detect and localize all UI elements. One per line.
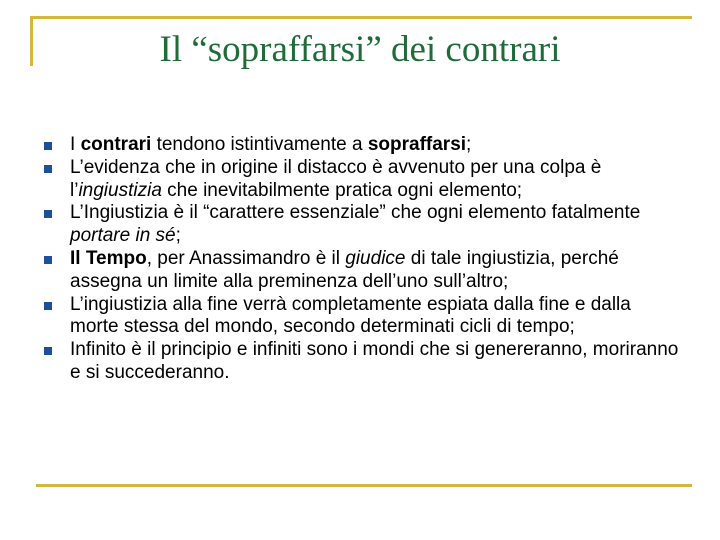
slide-title: Il “sopraffarsi” dei contrari (159, 29, 561, 70)
bullet-5-text-1: L’ingiustizia alla fine verrà completamente espiata dalla fine e dalla morte stessa del mondo, secondo determinati cicli di tempo; (70, 293, 631, 338)
bullet-1-text-5: ; (466, 134, 472, 155)
bullet-3-text-2: portare in sé (70, 225, 176, 247)
bullet-4-text-4: di tale ingiustizia, perché assegna un limite alla preminenza dell’uno sull’altro; (70, 247, 619, 292)
bullet-3-text-3: ; (175, 225, 181, 247)
bullet-2-text-1: L’evidenza che in origine il distacco è avvenuto per una colpa è l’ (70, 156, 602, 201)
square-bullet-icon (44, 256, 52, 264)
bullet-2-text-2: ingiustizia (78, 179, 162, 201)
bullet-4-text-3: giudice (345, 247, 406, 269)
square-bullet-icon (44, 210, 52, 218)
bullet-list (44, 134, 684, 385)
bullet-item-5 (44, 294, 684, 340)
bullet-item-6 (44, 339, 684, 385)
bullet-1-text-1: I (70, 134, 81, 155)
square-bullet-icon (44, 165, 52, 173)
bullet-item-1 (44, 134, 684, 157)
bullet-item-2 (44, 157, 684, 203)
square-bullet-icon (44, 347, 52, 355)
frame-top-line (30, 16, 692, 19)
bullet-1-text-3: tendono istintivamente a (151, 134, 368, 155)
frame-bottom-line (36, 484, 692, 487)
bullet-item-4 (44, 248, 684, 294)
bullet-6-text-1: Infinito è il principio e infiniti sono i mondi che si genereranno, moriranno e si succederanno. (70, 339, 679, 383)
frame-left-line (30, 16, 33, 66)
bullet-4-text-2: , per Anassimandro è il (146, 247, 346, 269)
square-bullet-icon (44, 302, 52, 310)
bullet-1-text-2: contrari (80, 134, 152, 155)
bullet-1-text-4: sopraffarsi (367, 134, 467, 155)
bullet-item-3 (44, 202, 684, 248)
bullet-2-text-3: che inevitabilmente pratica ogni elemento; (161, 179, 523, 201)
bullet-3-text-1: L’Ingiustizia è il “carattere essenziale” che ogni elemento fatalmente (70, 202, 641, 224)
bullet-4-text-1: Il Tempo (70, 247, 147, 269)
square-bullet-icon (44, 142, 52, 150)
